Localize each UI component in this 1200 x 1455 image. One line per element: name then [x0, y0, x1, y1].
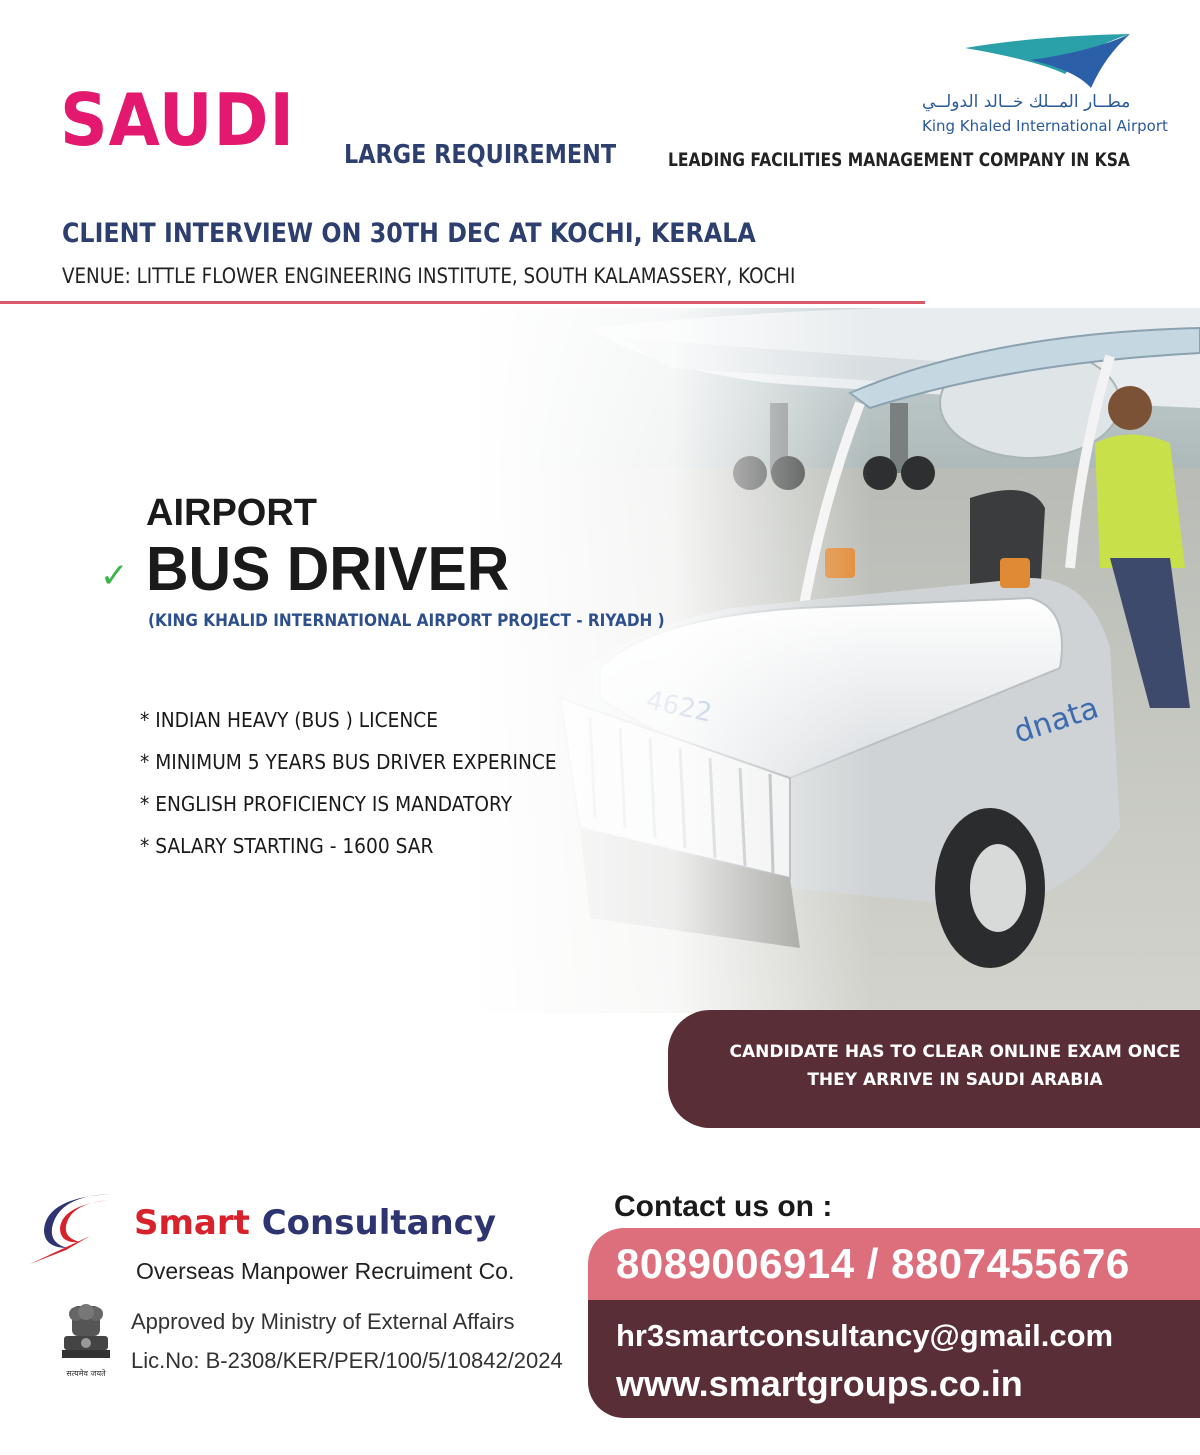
headline-saudi: SAUDI — [60, 78, 295, 162]
consultancy-name — [134, 1203, 496, 1243]
requirement-item: * ENGLISH PROFICIENCY IS MANDATORY — [140, 792, 513, 816]
approval-text: Approved by Ministry of External Affairs — [131, 1309, 515, 1334]
interview-title: CLIENT INTERVIEW ON 30TH DEC AT KOCHI, KERALA — [62, 218, 756, 249]
airport-name-arabic: مطــار المــلك خــالد الدولــي — [922, 92, 1131, 112]
phone-numbers[interactable]: 8089006914 / 8807455676 — [616, 1240, 1130, 1287]
airport-vehicle-photo — [470, 308, 1200, 1013]
check-icon: ✓ — [100, 556, 129, 596]
airport-name-english: King Khaled International Airport — [922, 117, 1168, 135]
exam-notice-text — [700, 1038, 1200, 1094]
consultancy-tagline: Overseas Manpower Recruiment Co. — [136, 1258, 515, 1284]
smart-consultancy-logo-icon — [30, 1190, 122, 1266]
interview-venue: VENUE: LITTLE FLOWER ENGINEERING INSTITUTE, SOUTH KALAMASSERY, KOCHI — [62, 264, 796, 288]
job-category: AIRPORT — [146, 492, 317, 534]
exam-notice-line: THEY ARRIVE IN SAUDI ARABIA — [807, 1070, 1103, 1090]
header-divider — [0, 301, 925, 304]
contact-heading: Contact us on : — [614, 1190, 833, 1223]
emblem-caption: सत्यमेव जयते — [66, 1369, 106, 1378]
requirements-list — [140, 705, 588, 873]
requirement-item: * SALARY STARTING - 1600 SAR — [140, 834, 434, 858]
job-project: (KING KHALID INTERNATIONAL AIRPORT PROJECT - RIYADH ) — [148, 611, 665, 631]
consultancy-name-consultancy: Consultancy — [261, 1203, 497, 1243]
exam-notice-line: CANDIDATE HAS TO CLEAR ONLINE EXAM ONCE — [729, 1042, 1181, 1062]
job-title: BUS DRIVER — [146, 535, 510, 604]
website-link[interactable]: www.smartgroups.co.in — [616, 1363, 1023, 1404]
national-emblem-icon — [54, 1302, 118, 1382]
requirement-item: * INDIAN HEAVY (BUS ) LICENCE — [140, 708, 439, 732]
headline-large-requirement: LARGE REQUIREMENT — [344, 140, 617, 170]
email-link[interactable]: hr3smartconsultancy@gmail.com — [616, 1318, 1114, 1353]
requirement-item: * MINIMUM 5 YEARS BUS DRIVER EXPERINCE — [140, 750, 557, 774]
consultancy-name-smart: Smart — [134, 1203, 250, 1243]
headline-company: LEADING FACILITIES MANAGEMENT COMPANY IN KSA — [668, 150, 1130, 171]
licence-number: Lic.No: B-2308/KER/PER/100/5/10842/2024 — [131, 1348, 563, 1373]
